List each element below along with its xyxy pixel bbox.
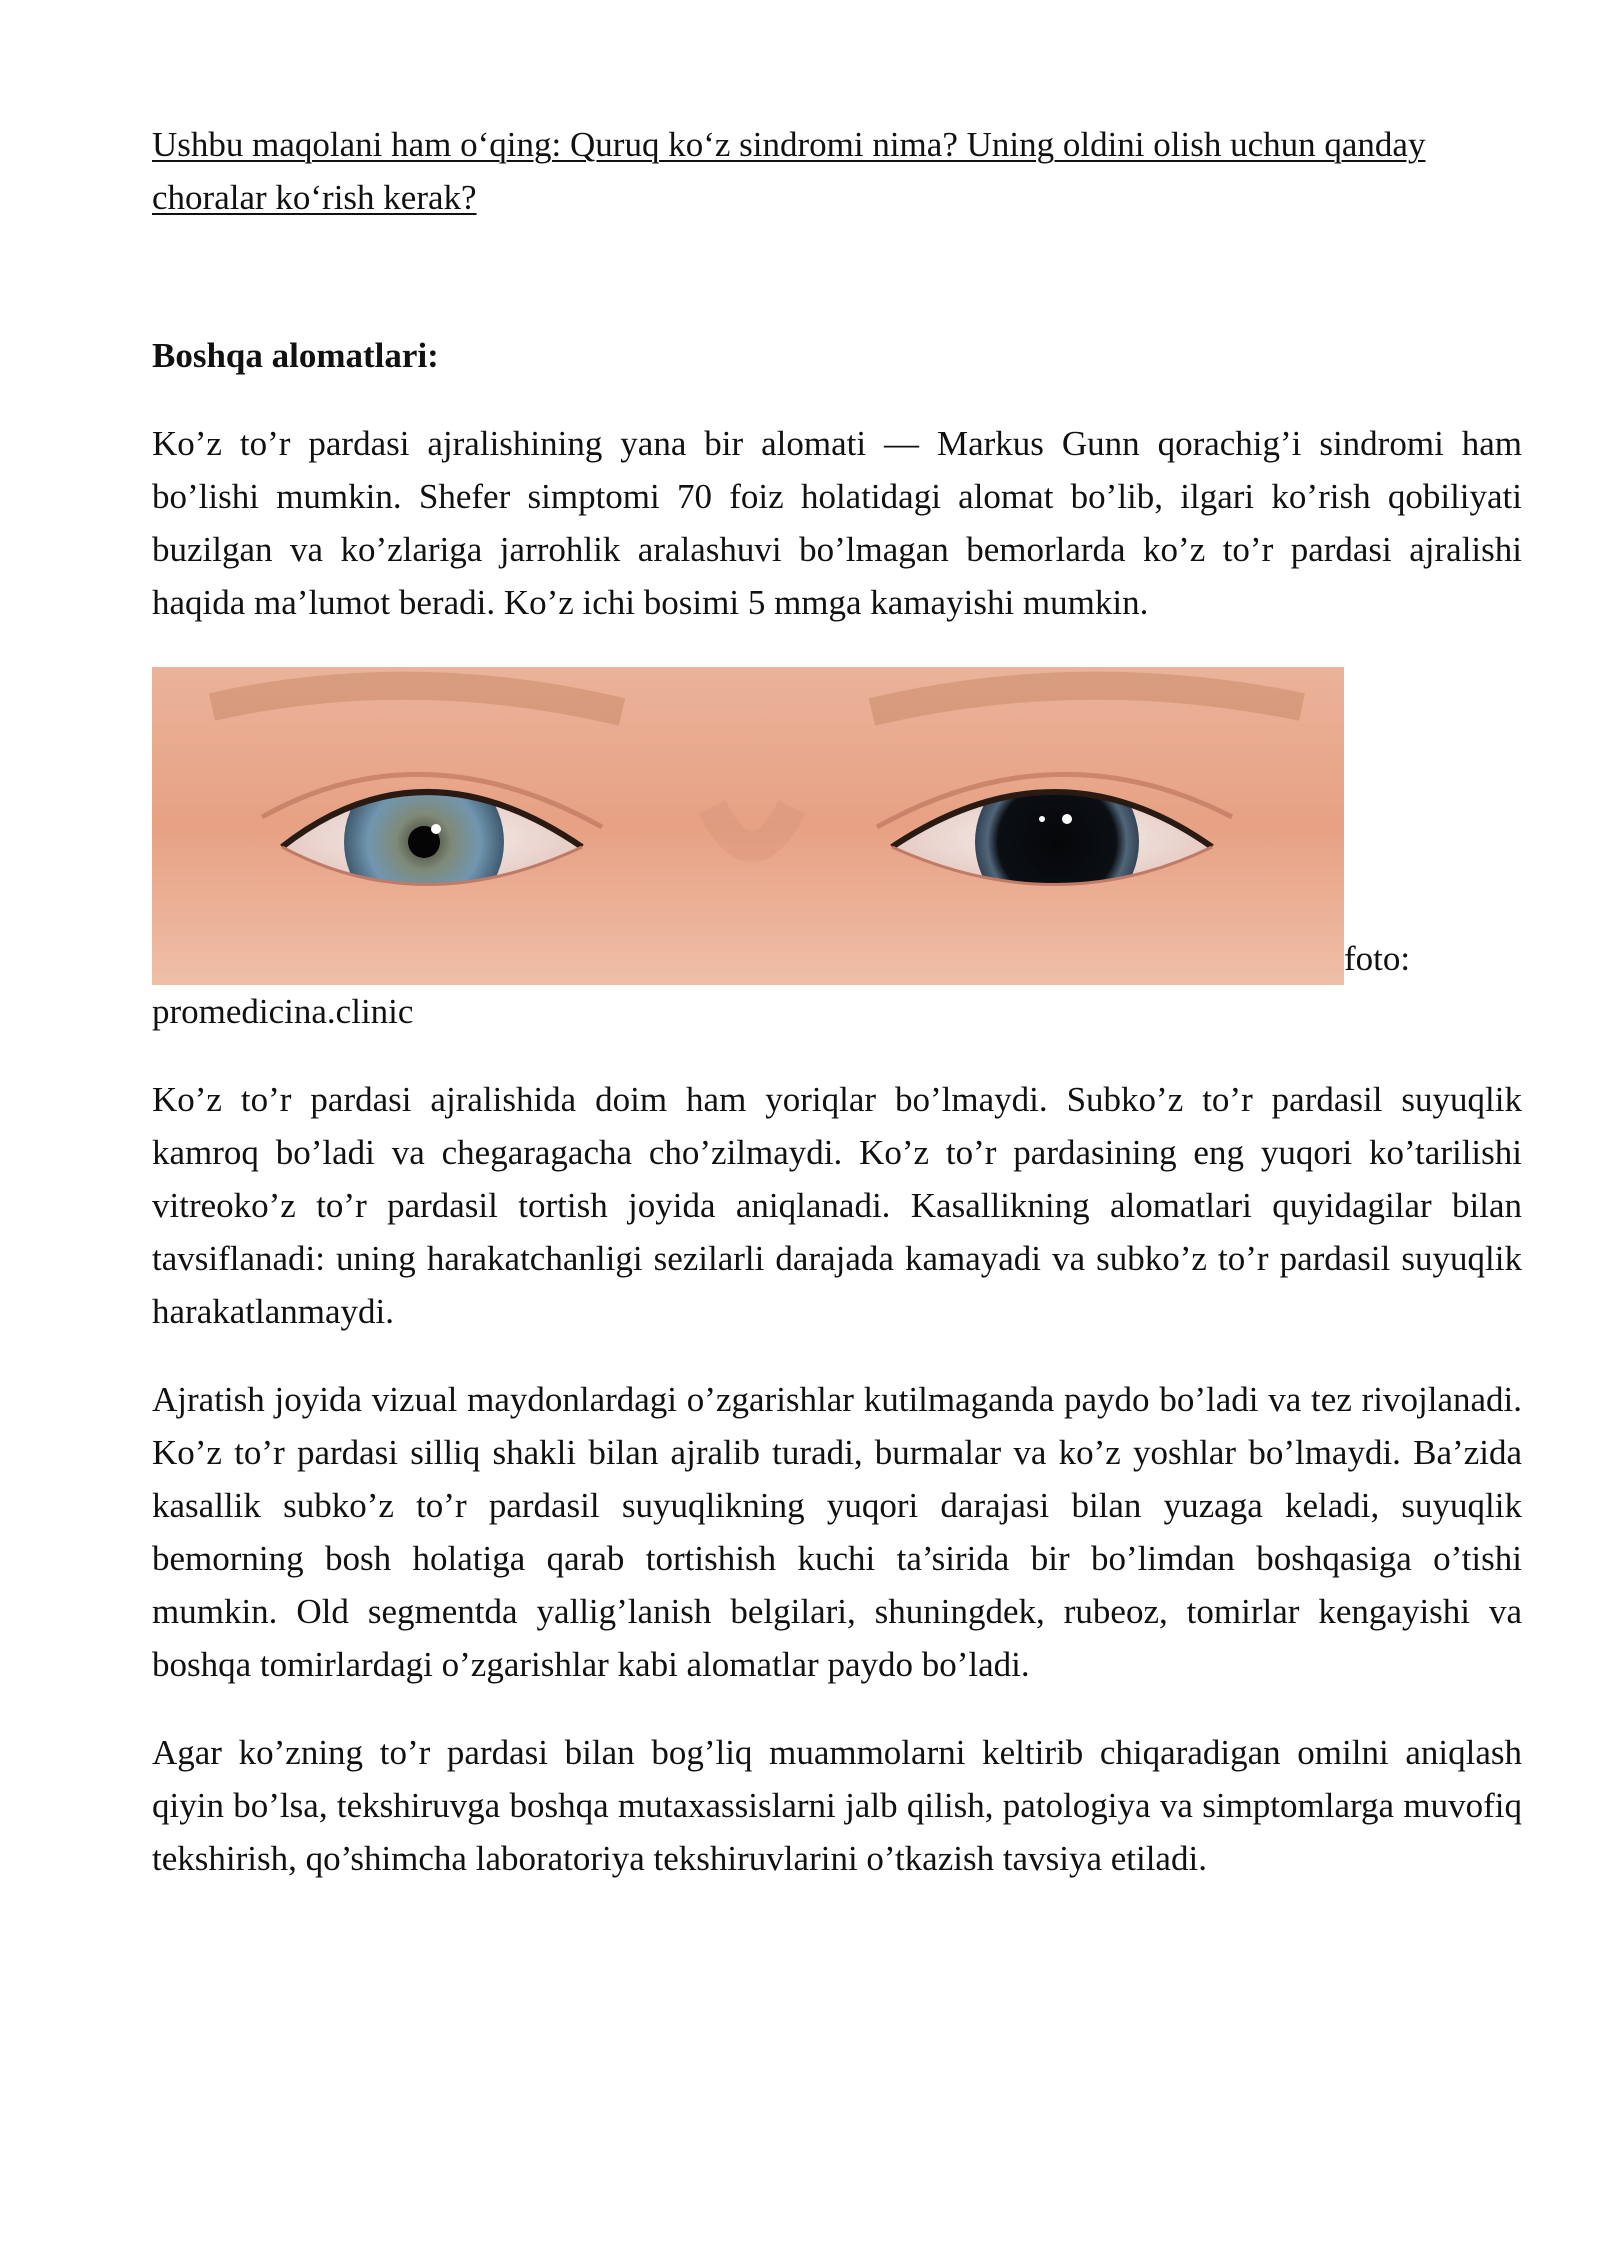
section-heading: Boshqa alomatlari: xyxy=(152,336,439,375)
paragraph-4: Agar ko’zning to’r pardasi bilan bog’liq muammolarni keltirib chiqaradigan omilni aniqlash qiyin bo’lsa, tekshiruvga boshqa mutaxassislarni jalb qilish, patologiya va simptomlarga muvofiq tekshirish, qo’shimcha laboratoriya tekshiruvlarini o’tkazish tavsiya etiladi. xyxy=(152,1733,1522,1878)
related-article-line xyxy=(152,118,1522,224)
photo-block xyxy=(152,667,1522,1038)
related-article-link[interactable] xyxy=(152,125,1425,217)
photo-credit-source: promedicina.clinic xyxy=(152,992,414,1031)
eyes-illustration xyxy=(152,667,1344,985)
document-page xyxy=(152,118,1522,1885)
photo-credit-prefix: foto: xyxy=(1344,939,1411,978)
paragraph-1: Ko’z to’r pardasi ajralishining yana bir alomati — Markus Gunn qorachig’i sindromi ham bo’lishi mumkin. Shefer simptomi 70 foiz holatidagi alomat bo’lib, ilgari ko’rish qobiliyati buzilgan va ko’zlariga jarrohlik aralashuvi bo’lmagan bemorlarda ko’z to’r pardasi ajralishi haqida ma’lumot beradi. Ko’z ichi bosimi 5 mmga kamayishi mumkin. xyxy=(152,424,1522,622)
eyes-photo xyxy=(152,667,1344,985)
related-article-prefix: Ushbu maqolani ham oʻqing: xyxy=(152,125,571,164)
paragraph-2: Ko’z to’r pardasi ajralishida doim ham yoriqlar bo’lmaydi. Subko’z to’r pardasil suyuqlik kamroq bo’ladi va chegaragacha cho’zilmaydi. Ko’z to’r pardasining eng yuqori ko’tarilishi vitreoko’z to’r pardasil tortish joyida aniqlanadi. Kasallikning alomatlari quyidagilar bilan tavsiflanadi: uning harakatchanligi sezilarli darajada kamayadi va subko’z to’r pardasil suyuqlik harakatlanmaydi. xyxy=(152,1080,1522,1331)
paragraph-3: Ajratish joyida vizual maydonlardagi o’zgarishlar kutilmaganda paydo bo’ladi va tez rivojlanadi. Ko’z to’r pardasi silliq shakli bilan ajralib turadi, burmalar va ko’z yoshlar bo’lmaydi. Ba’zida kasallik subko’z to’r pardasil suyuqlikning yuqori darajasi bilan yuzaga keladi, suyuqlik bemorning bosh holatiga qarab tortishish kuchi ta’sirida bir bo’limdan boshqasiga o’tishi mumkin. Old segmentda yallig’lanish belgilari, shuningdek, rubeoz, tomirlar kengayishi va boshqa tomirlardagi o’zgarishlar kabi alomatlar paydo bo’ladi. xyxy=(152,1380,1522,1684)
related-article-title: Quruq koʻz sindromi nima? Uning oldini olish uchun qanday choralar koʻrish kerak? xyxy=(152,125,1426,217)
